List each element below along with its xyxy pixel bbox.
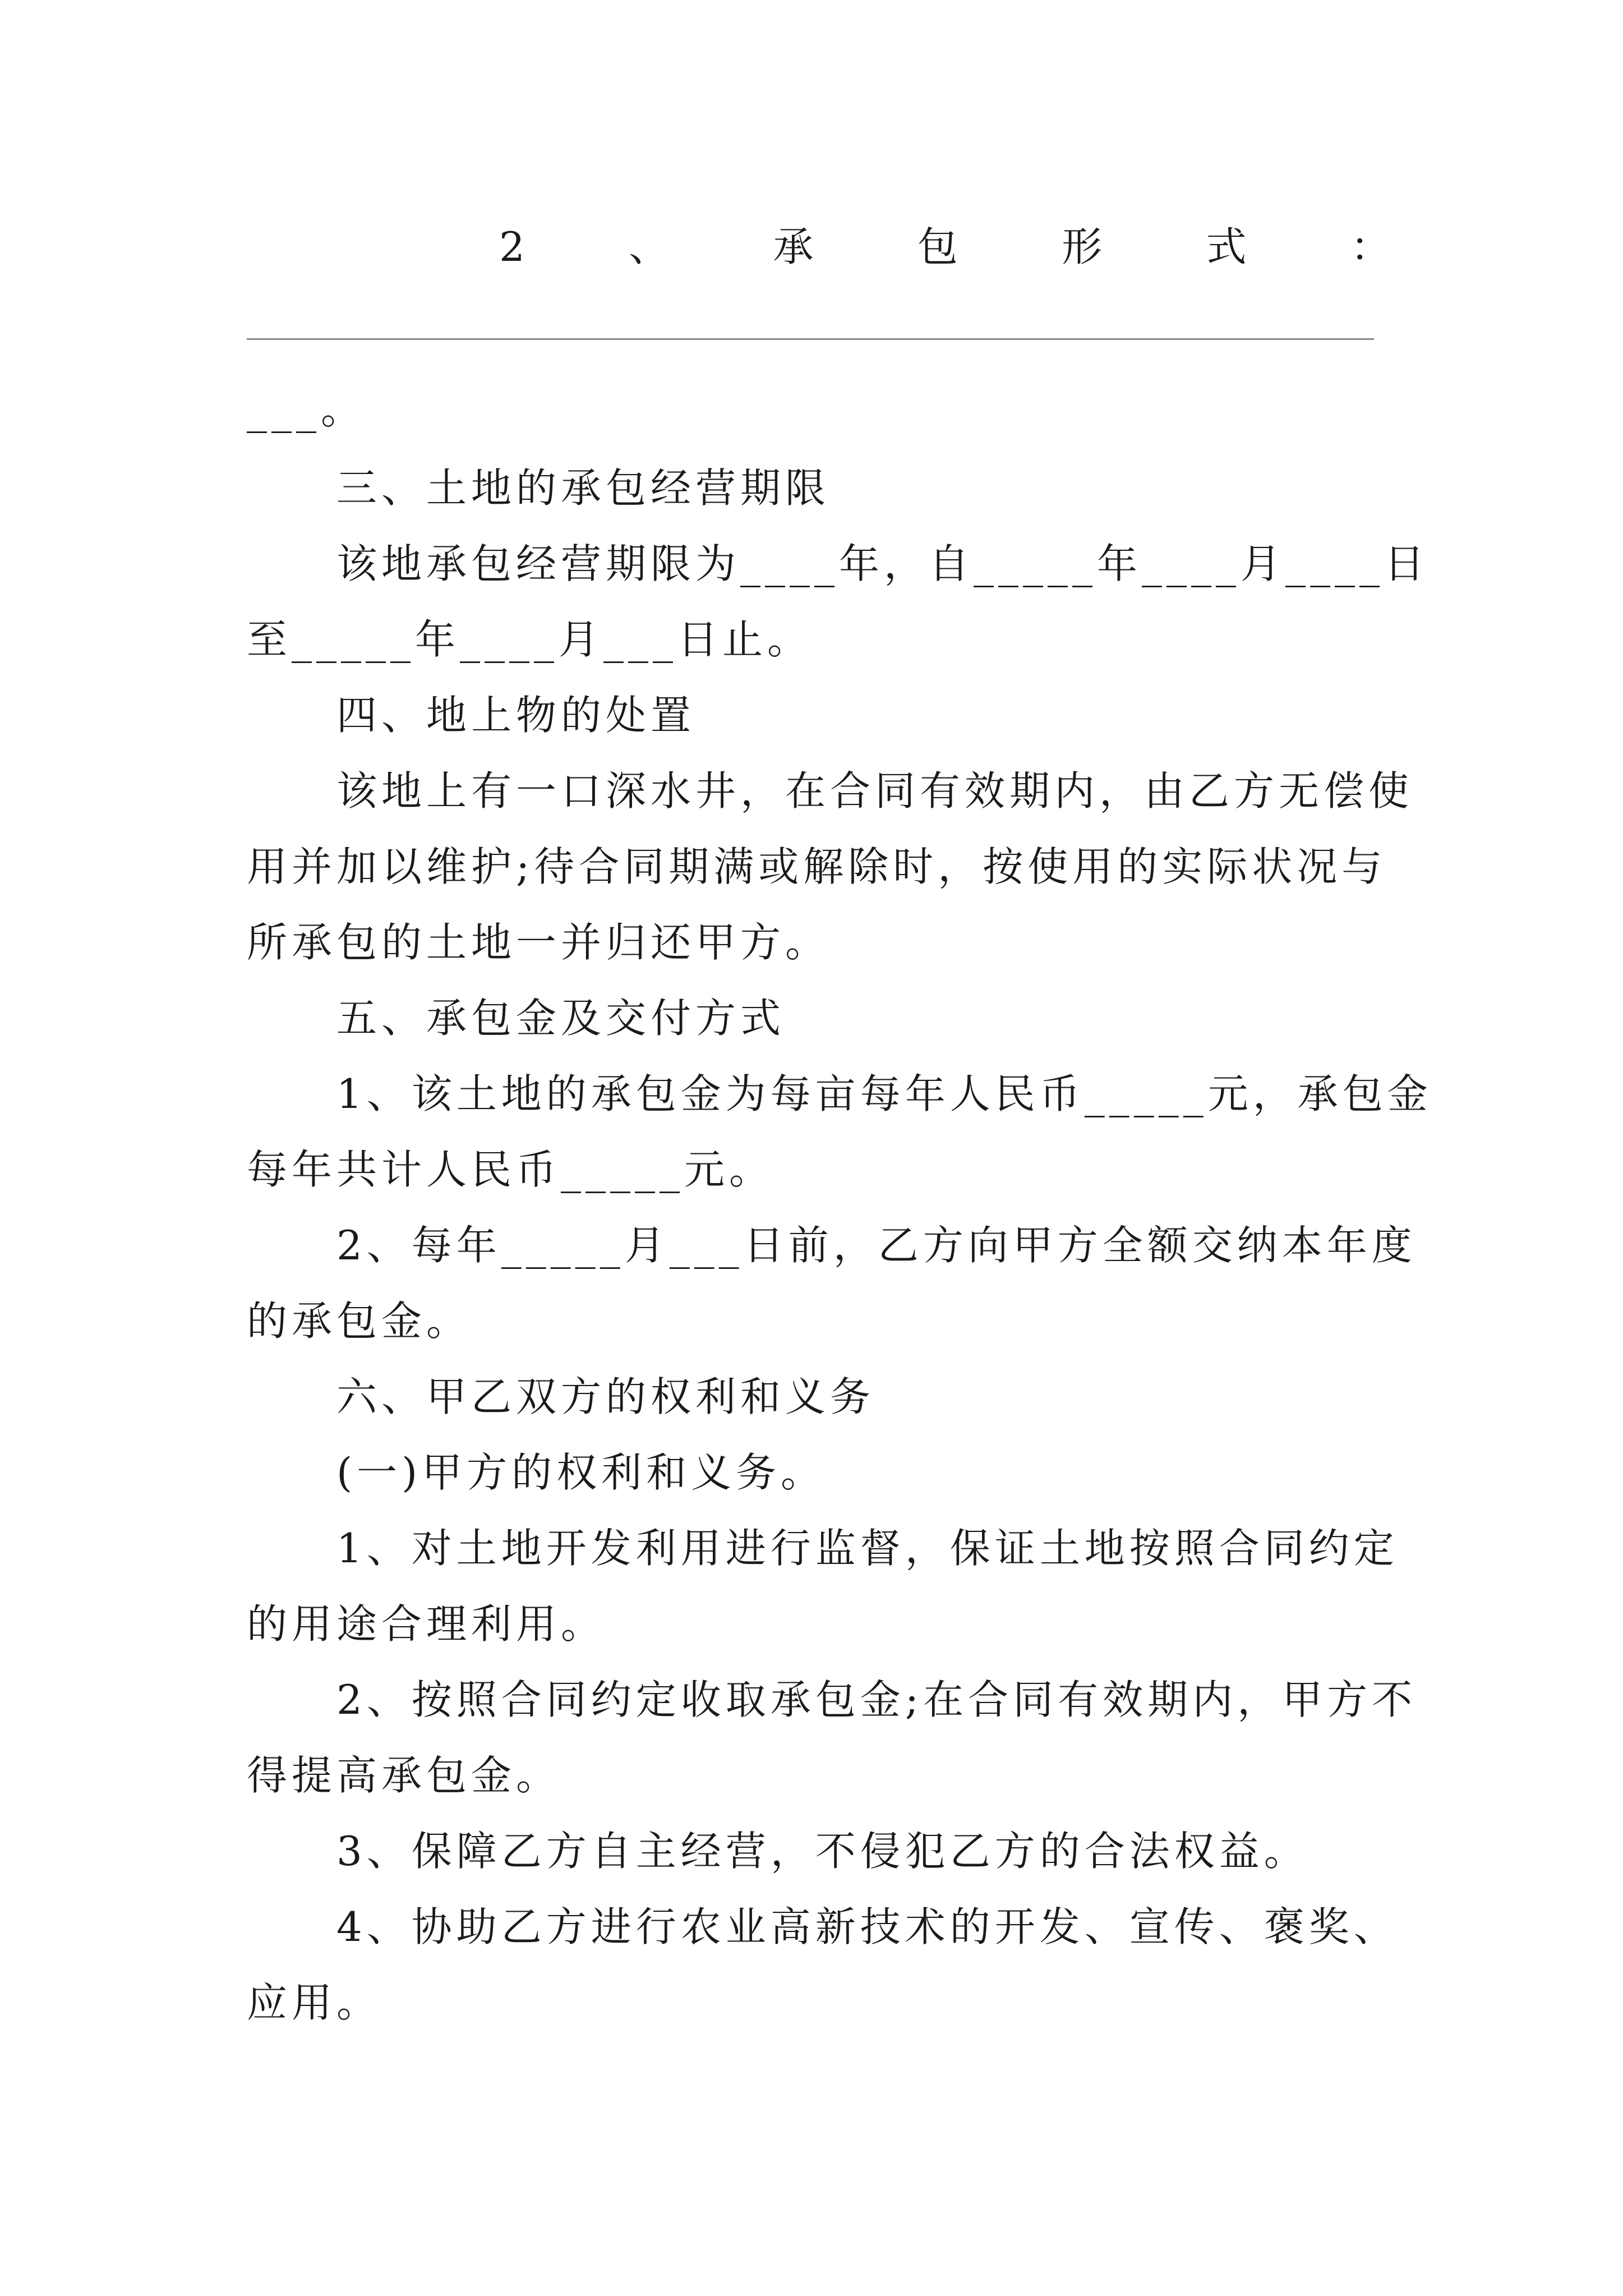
- heading-char: 包: [917, 223, 958, 270]
- paragraph-line: 2、按照合同约定收取承包金;在合同有效期内，甲方不: [336, 1676, 1417, 1723]
- paragraph-line: 得提高承包金。: [247, 1752, 561, 1799]
- section-heading-contract-form: [247, 219, 1391, 275]
- paragraph-line: 1、对土地开发利用进行监督，保证土地按照合同约定: [336, 1525, 1399, 1572]
- paragraph-line: 的用途合理利用。: [247, 1600, 606, 1648]
- paragraph-line: 1、该土地的承包金为每亩每年人民币_____元，承包金: [336, 1070, 1432, 1117]
- paragraph-line: 4、协助乙方进行农业高新技术的开发、宣传、褒奖、: [336, 1903, 1399, 1950]
- heading-char: 式: [1206, 223, 1247, 270]
- subsection-heading: (一)甲方的权利和义务。: [336, 1449, 826, 1496]
- paragraph-line: 2、每年_____月___日前，乙方向甲方全额交纳本年度: [336, 1222, 1417, 1269]
- heading-char: 、: [629, 223, 670, 270]
- heading-char: 2: [499, 223, 525, 270]
- paragraph-line: 该地承包经营期限为____年，自_____年____月____日: [336, 540, 1430, 587]
- paragraph-line: ___。: [247, 386, 366, 433]
- paragraph-line: 的承包金。: [247, 1297, 472, 1345]
- paragraph-line: 每年共计人民币_____元。: [247, 1146, 774, 1193]
- section-heading: 四、地上物的处置: [336, 692, 696, 739]
- section-heading: 三、土地的承包经营期限: [336, 464, 831, 512]
- blank-fill-line: [247, 338, 1374, 340]
- heading-char: 承: [773, 223, 814, 270]
- heading-char: ：: [1350, 223, 1391, 270]
- section-heading: 六、甲乙双方的权利和义务: [336, 1373, 875, 1420]
- section-heading: 五、承包金及交付方式: [336, 995, 786, 1042]
- paragraph-line: 至_____年____月___日止。: [247, 616, 813, 663]
- heading-char: 形: [1062, 223, 1103, 270]
- paragraph-line: 3、保障乙方自主经营，不侵犯乙方的合法权益。: [336, 1828, 1309, 1875]
- paragraph-line: 用并加以维护;待合同期满或解除时，按使用的实际状况与: [247, 843, 1387, 890]
- paragraph-line: 应用。: [247, 1979, 382, 2026]
- paragraph-line: 所承包的土地一并归还甲方。: [247, 919, 831, 966]
- paragraph-line: 该地上有一口深水井，在合同有效期内，由乙方无偿使: [336, 767, 1414, 815]
